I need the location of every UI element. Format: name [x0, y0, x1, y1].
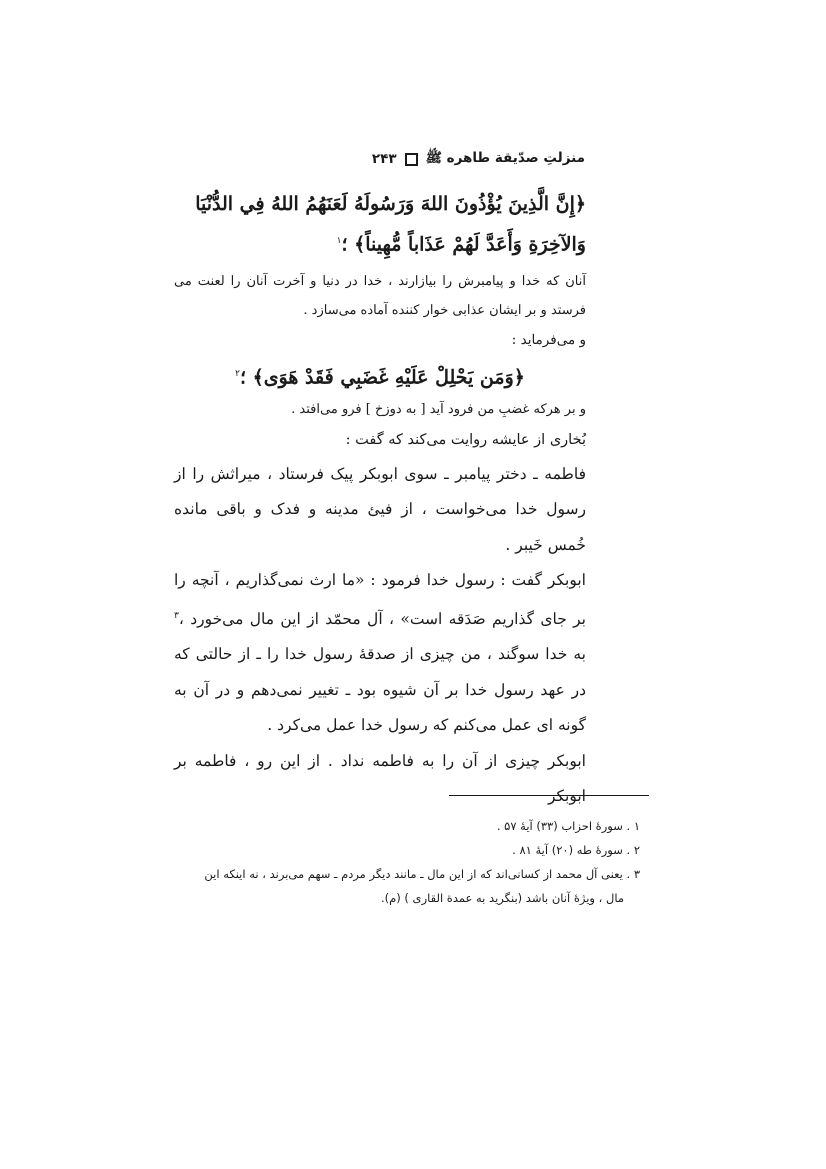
intro-line: و می‌فرماید :	[511, 332, 586, 349]
footnote-ref-2: ۲	[235, 369, 240, 380]
paragraph-2-part-a: ابوبکر گفت : رسول خدا فرمود : «ما ارث نمی‌گذاریم ، آنچه را بر جای گذاریم صَدَقه است» ، آل محمّد از این مال می‌خورد ،	[174, 571, 586, 628]
paragraph-1: فاطمه ـ دختر پیامبر ـ سوی ابوبکر پیک فرستاد ، میراثش را از رسول خدا می‌خواست ، از فیئ مدینه و فدک و باقی مانده خُمس خَیبر .	[174, 464, 586, 554]
quran-verse-2	[174, 357, 586, 394]
footnotes	[160, 814, 640, 910]
footnote-ref-1: ۱	[336, 236, 342, 246]
paragraph-3: ابوبکر چیزی از آن را به فاطمه نداد . از این رو ، فاطمه بر ابوبکر	[174, 751, 586, 806]
running-header	[372, 149, 585, 169]
footnote-2: ۲ . سورهٔ طه (۲۰) آیهٔ ۸۱ .	[512, 843, 640, 857]
verse-1-text: ﴿إِنَّ الَّذِينَ يُؤْذُونَ اللهَ وَرَسُولَهُ لَعَنَهُمُ اللهُ فِي الدُّنْيَا وَالآخِرَةِ وَأَعَدَّ لَهُمْ عَذَاباً مُّهِيناً﴾ ؛	[195, 193, 586, 256]
header-box-icon	[405, 153, 418, 166]
translation-1: آنان که خدا و پیامبرش را بیازارند ، خدا در دنیا و آخرت آنان را لعنت می فرستد و بر ایشان عذابی خوار کننده آماده می‌سازد .	[174, 274, 586, 319]
footnote-1: ۱ . سورهٔ احزاب (۳۳) آیهٔ ۵۷ .	[496, 819, 640, 833]
footnote-ref-3: ۳	[174, 610, 179, 621]
translation-2: و بر هرکه غضبِ من فرود آید [ به دوزخ ] فرو می‌افتد .	[291, 401, 586, 417]
quran-verse-1	[174, 186, 586, 263]
footnote-3-line-1: ۳ . یعنی آل محمد از کسانی‌اند که از این مال ـ مانند دیگر مردم ـ سهم می‌برند ، نه اینکه این	[204, 867, 640, 881]
paragraph-2-part-b: به خدا سوگند ، من چیزی از صدقهٔ رسول خدا را ـ از حالتی که در عهد رسول خدا بر آن شیوه بود ـ تغییر نمی‌دهم و در آن به گونه ای عمل می‌کنم که رسول خدا عمل می‌کرد .	[174, 645, 586, 735]
header-title: منزلتِ صدّيقة طاهره ﷺ	[425, 150, 585, 166]
verse-2-text: ﴿وَمَن يَحْلِلْ عَلَيْهِ غَضَبِي فَقَدْ هَوَى﴾ ؛	[239, 366, 525, 389]
page-number: ۲۴۳	[371, 151, 397, 167]
footnote-3-line-2: مال ، ویژهٔ آنان باشد (بنگرید به عمدة القاری ) (م).	[381, 891, 624, 905]
footnote-divider	[449, 795, 649, 796]
narration-intro: بُخاری از عایشه روایت می‌کند که گفت :	[345, 431, 586, 448]
paragraph-2	[174, 563, 586, 744]
main-text	[174, 186, 586, 815]
